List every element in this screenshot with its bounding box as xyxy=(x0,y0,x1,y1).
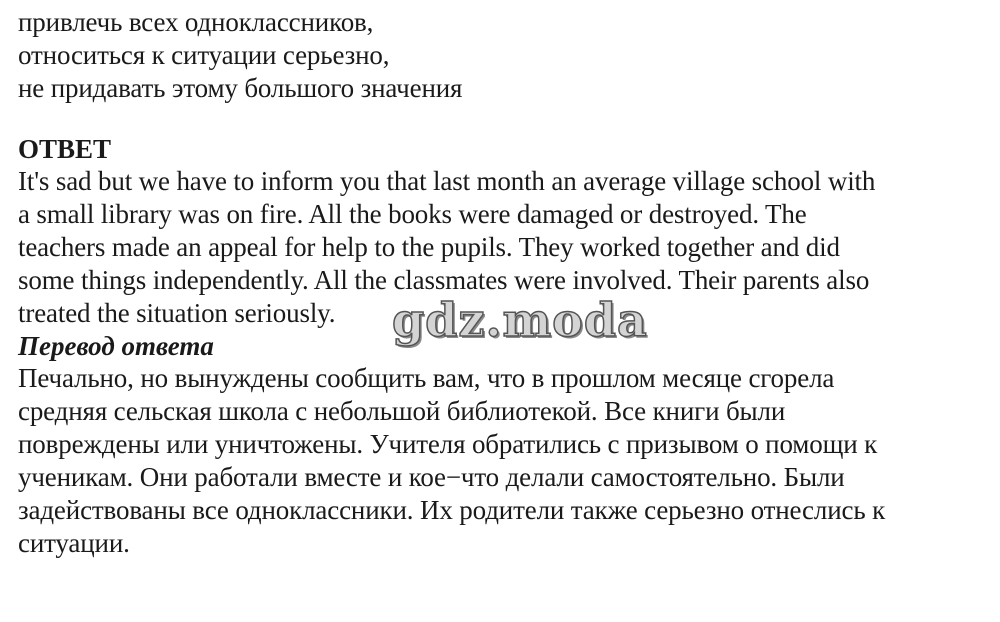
translation-section xyxy=(18,330,993,560)
answer-line: some things independently. All the classmates were involved. Their parents also xyxy=(18,265,870,295)
answer-line: treated the situation seriously. xyxy=(18,298,336,328)
answer-heading: ОТВЕТ xyxy=(18,134,112,164)
intro-line: не придавать этому большого значения xyxy=(18,73,463,103)
answer-line: teachers made an appeal for help to the pupils. They worked together and did xyxy=(18,232,840,262)
translation-line: ситуации. xyxy=(18,528,130,558)
intro-phrases xyxy=(18,6,993,105)
translation-heading: Перевод ответа xyxy=(18,331,214,361)
answer-line: It's sad but we have to inform you that last month an average village school with xyxy=(18,166,876,196)
translation-line: Печально, но вынуждены сообщить вам, что в прошлом месяце сгорела xyxy=(18,363,835,393)
intro-line: относиться к ситуации серьезно, xyxy=(18,40,390,70)
site-watermark: gdz.moda xyxy=(392,293,648,347)
answer-line: a small library was on fire. All the books were damaged or destroyed. The xyxy=(18,199,807,229)
translation-line: ученикам. Они работали вместе и кое−что делали самостоятельно. Были xyxy=(18,462,845,492)
translation-line: средняя сельская школа с небольшой библиотекой. Все книги были xyxy=(18,396,786,426)
intro-line: привлечь всех одноклассников, xyxy=(18,7,374,37)
translation-line: повреждены или уничтожены. Учителя обратились с призывом о помощи к xyxy=(18,429,878,459)
document-page xyxy=(18,6,993,560)
translation-line: задействованы все одноклассники. Их родители также серьезно отнеслись к xyxy=(18,495,886,525)
